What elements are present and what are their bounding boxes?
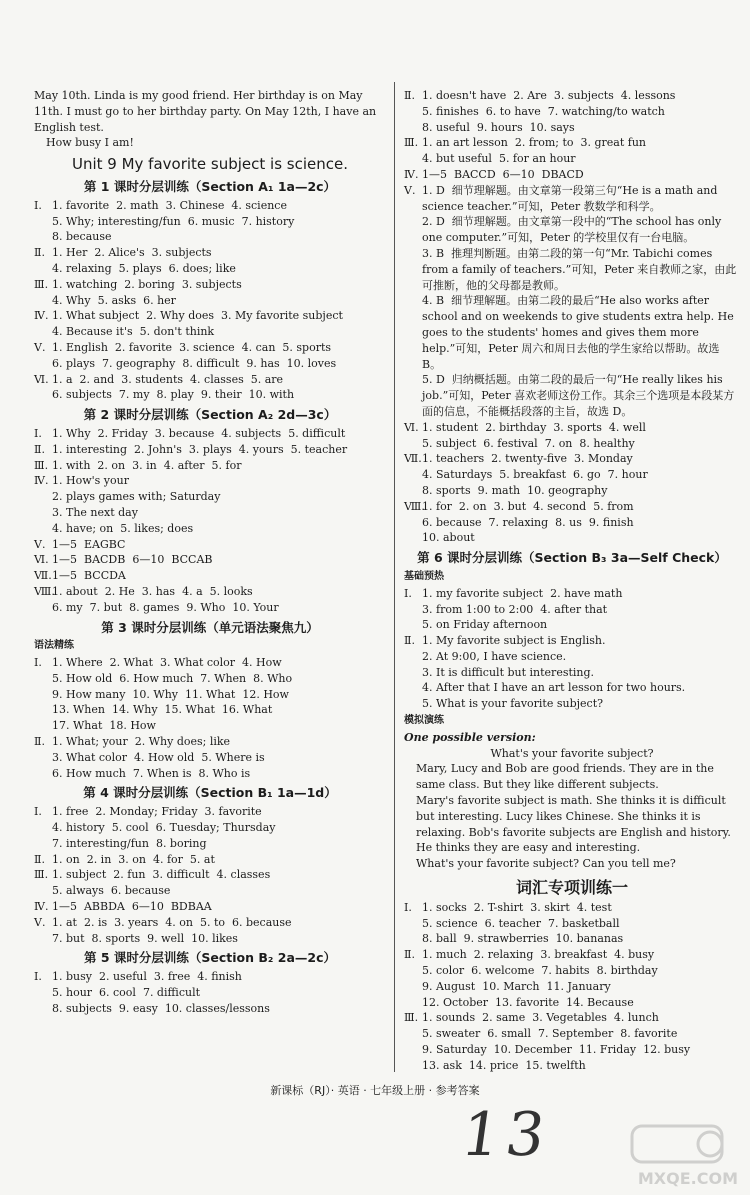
section-title: 第 3 课时分层训练（单元语法聚焦九） [101,619,319,635]
watermark-text: MXQE.COM [637,1169,738,1188]
answer-line: 1. Why 2. Friday 3. because 4. subjects 5. difficult [52,426,346,440]
answer-line: 5. on Friday afternoon [422,618,548,632]
handwritten-page-number: 13 [457,1100,556,1170]
answer-line: 6. my 7. but 8. games 9. Who 10. Your [52,600,279,614]
answer-line: 1. busy 2. useful 3. free 4. finish [52,970,242,984]
section-title: 第 4 课时分层训练（Section B₁ 1a—1d） [83,785,337,801]
answer-line: 1. free 2. Monday; Friday 3. favorite [52,805,262,819]
group-number: Ⅵ. [34,553,49,567]
answer-line: 2. plays games with; Saturday [52,490,221,504]
answer-line: 5. color 6. welcome 7. habits 8. birthday [422,964,658,978]
answer-line: 12. October 13. favorite 14. Because [422,995,634,1009]
answer-line: 1. watching 2. boring 3. subjects [52,277,242,291]
group-number: Ⅰ. [404,586,412,600]
answer-group [34,734,386,750]
answer-line: 1—5 BACDB 6—10 BCCAB [52,553,213,567]
answer-line: 6. because 7. relaxing 8. us 9. finish [422,515,634,529]
answer-line: 1. interesting 2. John's 3. plays 4. yours 5. teacher [52,442,348,456]
watermark-graphic [612,1120,742,1170]
answer-line: 4. Saturdays 5. breakfast 6. go 7. hour [422,468,648,482]
answer-line: 1. teachers 2. twenty-five 3. Monday [422,452,633,466]
answer-line: 6. subjects 7. my 8. play 9. their 10. with [52,388,295,402]
answer-line: 8. sports 9. math 10. geography [422,483,608,497]
section-tag: 语法精练 [34,640,74,652]
answer-line: 1. an art lesson 2. from; to 3. great fun [422,136,647,150]
answer-line: 4. relaxing 5. plays 6. does; like [52,261,236,275]
answer-line: 1. English 2. favorite 3. science 4. can 5. sports [52,340,332,354]
answer-group [404,900,740,916]
answer-line: 1. What; your 2. Why does; like [52,735,231,749]
answer-group [34,584,386,600]
answer-line: 1. much 2. relaxing 3. breakfast 4. busy [422,948,655,962]
answer-line: 1. Her 2. Alice's 3. subjects [52,246,212,260]
group-number: Ⅵ. [404,420,419,434]
answer-line: 1. for 2. on 3. but 4. second 5. from [422,499,634,513]
basic-warmup-tag: 基础预热 [404,570,444,582]
unit-title: Unit 9 My favorite subject is science. [71,155,349,174]
answer-line: 5. subject 6. festival 7. on 8. healthy [422,436,635,450]
section-answers [34,655,386,781]
watermark-logo [612,1120,742,1190]
answer-line: 1. D 细节理解题。由文章第一段第三句“He is a math and science teacher.”可知，Peter 教数学和科学。 [422,183,721,213]
answer-group [34,804,386,820]
answer-line: 6. plays 7. geography 8. difficult 9. has 10. loves [52,356,337,370]
group-number: Ⅲ. [34,868,49,882]
answer-line: 1. How's your [52,474,129,488]
answer-line: 5. D 归纳概括题。由第二段的最后一句“He really likes his job.”可知，Peter 喜欢老师这份工作。其余三个选项是本段某方面的信息，不能概括段落的主旨，故选 D。 [422,373,735,418]
answer-line: 1. My favorite subject is English. [422,634,606,648]
answer-line: 2. D 细节理解题。由文章第一段中的“The school has only one computer.”可知，Peter 的学校里仅有一台电脑。 [422,215,725,245]
answer-line: 9. Saturday 10. December 11. Friday 12. busy [422,1043,691,1057]
answer-line: 7. but 8. sports 9. well 10. likes [52,931,238,945]
answer-group [404,88,740,104]
group-number: Ⅱ. [34,246,45,260]
answer-group [34,426,386,442]
answer-group [404,135,740,151]
answer-group [404,586,740,602]
answer-group [404,420,740,436]
answer-line: 4. history 5. cool 6. Tuesday; Thursday [52,821,276,835]
answer-line: 8. because [52,230,112,244]
answer-line: 5. finishes 6. to have 7. watching/to watch [422,104,665,118]
answer-line: 1. favorite 2. math 3. Chinese 4. science [52,198,287,212]
answer-group [34,308,386,324]
group-number: Ⅶ. [34,569,52,583]
answer-line: 1—5 ABBDA 6—10 BDBAA [52,900,212,914]
group-number: Ⅰ. [34,805,42,819]
group-number: Ⅳ. [34,309,49,323]
answer-group [34,458,386,474]
right-column [404,88,740,1074]
group-number: Ⅵ. [34,372,49,386]
section-6-title: 第 6 课时分层训练（Section B₃ 3a—Self Check） [417,550,727,566]
answer-line: 1. sounds 2. same 3. Vegetables 4. lunch [422,1011,659,1025]
answer-line: 10. about [422,531,475,545]
section-answers [34,198,386,403]
answer-group [34,852,386,868]
answer-line: 13. When 14. Why 15. What 16. What [52,703,273,717]
one-possible-version: One possible version: [404,730,536,744]
answer-group [34,340,386,356]
group-number: Ⅴ. [34,915,46,929]
answer-line: 1. a 2. and 3. students 4. classes 5. are [52,372,284,386]
answer-line: 4. Why 5. asks 6. her [52,293,176,307]
answer-line: 1. socks 2. T-shirt 3. skirt 4. test [422,900,612,914]
answer-line: 6. How much 7. When is 8. Who is [52,766,251,780]
group-number: Ⅲ. [34,277,49,291]
right-top-answers [404,88,740,546]
group-number: Ⅰ. [34,656,42,670]
answer-group [34,372,386,388]
answer-line: 8. useful 9. hours 10. says [422,120,575,134]
essay-paragraph-1: Mary, Lucy and Bob are good friends. They are in the same class. But they like different subjects. [416,762,718,792]
answer-line: 3. B 推理判断题。由第二段的第一句“Mr. Tabichi comes from a family of teachers.”可知，Peter 来自教师之家，由此可推断，他的父母都是教师。 [422,246,737,292]
answer-line: 1. doesn't have 2. Are 3. subjects 4. lessons [422,89,676,102]
answer-line: 1—5 BACCD 6—10 DBACD [422,167,584,181]
answer-line: 3. The next day [52,505,138,519]
answer-line: 1. my favorite subject 2. have math [422,586,623,600]
essay-paragraph-2: Mary's favorite subject is math. She thinks it is difficult but interesting. Lucy likes Chinese. She thinks it is relaxing. Bob's favorite subjects are English and history. He thinks they are easy and interesting. [416,794,735,855]
answer-group [404,499,740,515]
group-number: Ⅴ. [34,537,46,551]
answer-line: 4. After that I have an art lesson for two hours. [422,681,686,695]
group-number: Ⅲ. [404,136,419,150]
group-number: Ⅱ. [404,634,415,648]
answer-line: 5. hour 6. cool 7. difficult [52,986,201,1000]
answer-line: 9. How many 10. Why 11. What 12. How [52,687,289,701]
answer-group [34,899,386,915]
answer-group [34,198,386,214]
answer-group [404,633,740,649]
answer-line: 4. but useful 5. for an hour [422,152,576,166]
intro-exclamation: How busy I am! [46,136,134,150]
answer-line: 5. always 6. because [52,884,171,898]
answer-line: 5. science 6. teacher 7. basketball [422,916,620,930]
left-column [34,88,386,1017]
answer-line: 4. Because it's 5. don't think [52,325,215,339]
group-number: Ⅳ. [404,167,419,181]
group-number: Ⅱ. [34,735,45,749]
answer-group [34,245,386,261]
group-number: Ⅰ. [34,198,42,212]
answer-group [34,969,386,985]
section-title: 第 5 课时分层训练（Section B₂ 2a—2c） [84,950,336,966]
answer-line: 4. B 细节理解题。由第二段的最后“He also works after school and on weekends to give students extra help. He goes to the students' homes and gives them more help.”可知，Peter 周六和周日去他的学生家给以帮助。故选 B。 [422,294,738,371]
answer-line: 5. Why; interesting/fun 6. music 7. history [52,214,295,228]
answer-line: 5. How old 6. How much 7. When 8. Who [52,671,293,685]
page-footer: 新课标（RJ）· 英语 · 七年级上册 · 参考答案 [270,1084,480,1097]
vocab-title: 词汇专项训练一 [515,878,628,898]
answer-group [34,473,386,489]
answer-group [404,947,740,963]
column-divider [394,82,395,1072]
section-answers [34,426,386,616]
group-number: Ⅲ. [34,458,49,472]
section-6-answers [404,586,740,712]
left-sections [34,179,386,1017]
answer-group [34,442,386,458]
answer-line: 2. At 9:00, I have science. [422,649,567,663]
section-answers [34,969,386,1016]
answer-line: 5. sweater 6. small 7. September 8. favorite [422,1027,678,1041]
group-number: Ⅴ. [404,183,416,197]
answer-group [34,552,386,568]
essay-title: What's your favorite subject? [490,746,654,760]
answer-line: 13. ask 14. price 15. twelfth [422,1058,586,1072]
answer-group [34,568,386,584]
answer-line: 1. Where 2. What 3. What color 4. How [52,656,282,670]
answer-line: 1. subject 2. fun 3. difficult 4. classes [52,868,271,882]
group-number: Ⅳ. [34,474,49,488]
answer-line: 7. interesting/fun 8. boring [52,836,207,850]
vocab-answers [404,900,740,1074]
answer-group [34,277,386,293]
group-number: Ⅰ. [34,426,42,440]
answer-group [404,183,740,215]
group-number: Ⅱ. [34,852,45,866]
answer-line: 3. from 1:00 to 2:00 4. after that [422,602,608,616]
group-number: Ⅴ. [34,340,46,354]
section-title: 第 1 课时分层训练（Section A₁ 1a—2c） [83,178,337,194]
group-number: Ⅷ. [404,499,425,513]
group-number: Ⅶ. [404,452,422,466]
answer-line: 1. on 2. in 3. on 4. for 5. at [52,852,215,866]
answer-line: 1. with 2. on 3. in 4. after 5. for [52,458,242,472]
section-title: 第 2 课时分层训练（Section A₂ 2d—3c） [83,407,337,423]
answer-line: 9. August 10. March 11. January [422,979,611,993]
group-number: Ⅲ. [404,1011,419,1025]
answer-line: 3. It is difficult but interesting. [422,665,595,679]
intro-paragraph: May 10th. Linda is my good friend. Her birthday is on May 11th. I must go to her birthday party. On May 12th, I have an English test. [34,89,380,134]
answer-line: 8. ball 9. strawberries 10. bananas [422,932,624,946]
group-number: Ⅷ. [34,584,55,598]
answer-line: 1. about 2. He 3. has 4. a 5. looks [52,584,253,598]
answer-group [404,1010,740,1026]
mock-practice-tag: 模拟演练 [404,715,444,727]
answer-line: 1. What subject 2. Why does 3. My favorite subject [52,309,343,323]
group-number: Ⅱ. [404,89,415,102]
essay-paragraph-3: What's your favorite subject? Can you tell me? [416,857,676,871]
answer-group [34,655,386,671]
group-number: Ⅱ. [34,442,45,456]
answer-line: 3. What color 4. How old 5. Where is [52,750,265,764]
answer-group [404,167,740,183]
answer-line: 8. subjects 9. easy 10. classes/lessons [52,1001,270,1015]
answer-group [34,867,386,883]
answer-group [34,915,386,931]
group-number: Ⅰ. [404,900,412,914]
answer-group [34,537,386,553]
answer-line: 5. What is your favorite subject? [422,697,604,711]
section-answers [34,804,386,946]
group-number: Ⅳ. [34,900,49,914]
answer-line: 1. at 2. is 3. years 4. on 5. to 6. because [52,915,292,929]
answer-line: 1—5 EAGBC [52,537,126,551]
answer-line: 1—5 BCCDA [52,569,126,583]
group-number: Ⅰ. [34,970,42,984]
answer-line: 17. What 18. How [52,719,156,733]
answer-group [404,451,740,467]
answer-line: 4. have; on 5. likes; does [52,521,194,535]
answer-line: 1. student 2. birthday 3. sports 4. well [422,420,646,434]
group-number: Ⅱ. [404,948,415,962]
